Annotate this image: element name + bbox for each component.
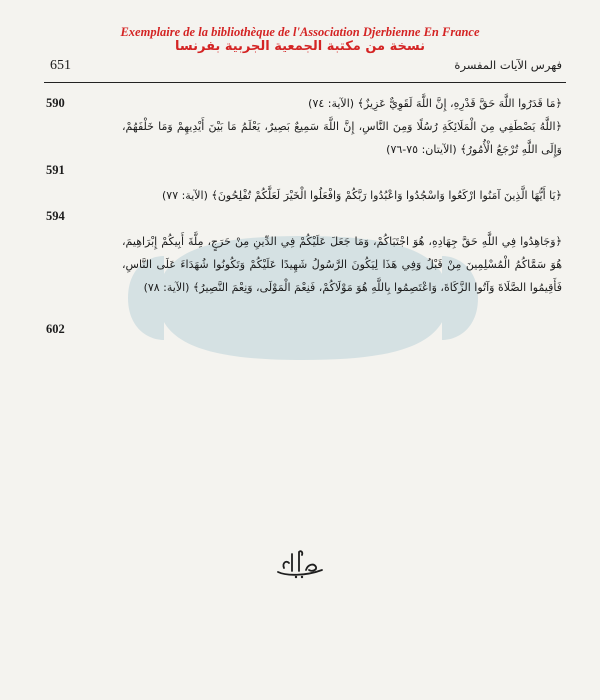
calligraphy-ornament-icon bbox=[272, 546, 328, 580]
library-watermark-arabic: نسخة من مكتبة الجمعية الجربية بفرنسا bbox=[175, 39, 425, 54]
verse-entry: ﴿مَا قَدَرُوا اللَّهَ حَقَّ قَدْرِهِ، إِنَّ اللَّهَ لَقَوِيٌّ عَزِيزٌ﴾ (الآية: ٧٤) bbox=[308, 97, 562, 110]
verse-entry: ﴿اللَّهُ يَصْطَفِي مِنَ الْمَلَائِكَةِ رُسُلًا وَمِنَ النَّاسِ، إِنَّ اللَّهَ سَمِيعٌ بَصِيرٌ، يَعْلَمُ مَا بَيْنَ أَيْدِيهِمْ وَمَا خَلْفَهُمْ، وَإِلَى اللَّهِ تُرْجَعُ الْأُمُورُ﴾ (الآيتان: ٧٥-٧٦) bbox=[122, 120, 562, 156]
verse-entry: ﴿يَا أَيُّهَا الَّذِينَ آمَنُوا ارْكَعُوا وَاسْجُدُوا وَاعْبُدُوا رَبَّكُمْ وَافْعَلُوا الْخَيْرَ لَعَلَّكُمْ تُفْلِحُونَ﴾ (الآية: ٧٧) bbox=[161, 189, 562, 202]
verse-entry: ﴿وَجَاهِدُوا فِي اللَّهِ حَقَّ جِهَادِهِ، هُوَ اجْتَبَاكُمْ، وَمَا جَعَلَ عَلَيْكُمْ فِي الدِّينِ مِنْ حَرَجٍ، مِلَّةَ أَبِيكُمْ إِبْرَاهِيمَ، هُوَ سَمَّاكُمُ الْمُسْلِمِينَ مِنْ قَبْلُ وَفِي هَذَا لِيَكُونَ الرَّسُولُ شَهِيدًا عَلَيْكُمْ وَتَكُونُوا شُهَدَاءَ عَلَى النَّاسِ، فَأَقِيمُوا الصَّلَاةَ وَآتُوا الزَّكَاةَ، وَاعْتَصِمُوا بِاللَّهِ هُوَ مَوْلَاكُمْ، فَنِعْمَ الْمَوْلَى، وَنِعْمَ النَّصِيرُ﴾ (الآية: ٧٨) bbox=[122, 235, 562, 294]
verse-page-ref: 602 bbox=[46, 322, 65, 336]
header-rule bbox=[44, 82, 566, 83]
verse-page-ref: 591 bbox=[46, 163, 65, 177]
page-number: 651 bbox=[50, 58, 71, 73]
running-title: فهرس الآيات المفسرة bbox=[454, 58, 562, 72]
verse-page-ref: 594 bbox=[46, 209, 65, 223]
verse-page-ref: 590 bbox=[46, 96, 65, 110]
library-watermark-french: Exemplaire de la bibliothèque de l'Association Djerbienne En France bbox=[120, 25, 480, 39]
